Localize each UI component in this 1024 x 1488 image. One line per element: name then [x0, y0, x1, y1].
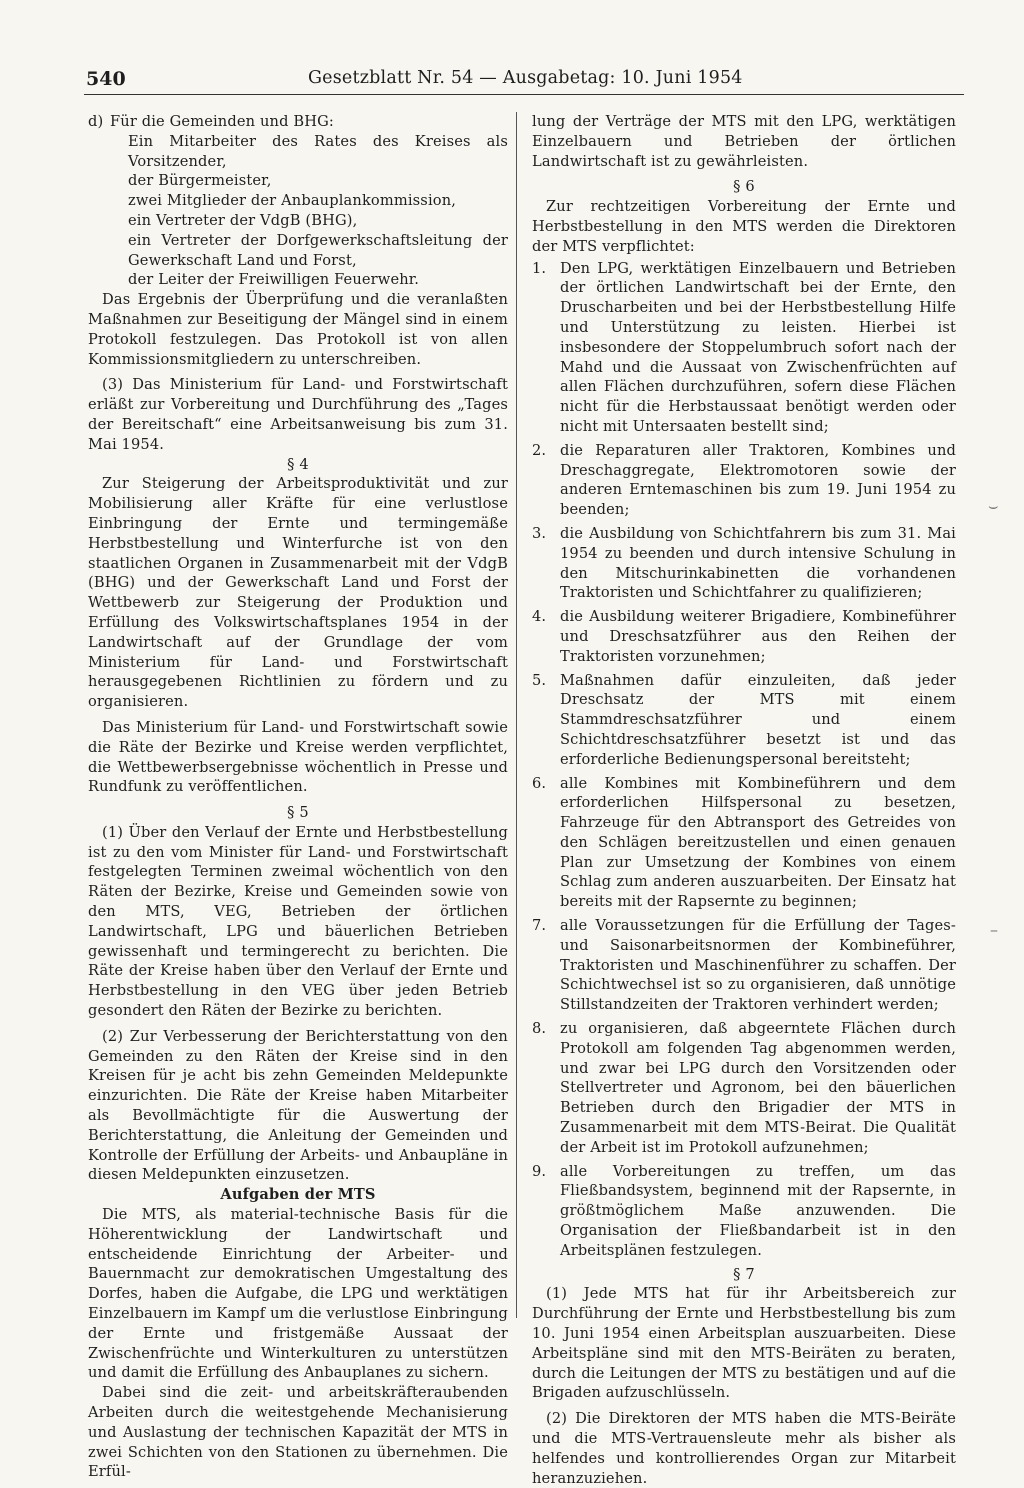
list-body-d	[110, 112, 508, 290]
margin-mark: ⌣	[988, 496, 999, 515]
list-item	[532, 774, 956, 913]
left-column	[88, 112, 508, 1482]
list-text: Maßnahmen dafür einzuleiten, daß jeder Dreschsatz der MTS mit einem Stammdreschsatzführer und einem Schichtdreschsatzführer besetzt ist und das erforderliche Bedienungspersonal bereitsteht;	[560, 671, 956, 768]
d-line: der Bürgermeister,	[128, 172, 272, 190]
paragraph: Das Ministerium für Land- und Forstwirtschaft sowie die Räte der Bezirke und Kreise werden verpflichtet, die Wettbewerbsergebnisse wöchentlich in Presse und Rundfunk zu veröffentlichen.	[88, 718, 508, 796]
list-text: alle Kombines mit Kombineführern und dem erforderlichen Hilfspersonal zu besetzen, Fahrzeuge für den Abtransport des Getreides von den Schlägen bereitzustellen und einen genauen Plan zur Umsetzung der Kombines von einem Schlag zum anderen auszuarbeiten. Der Einsatz hat bereits mit der Rapsernte zu beginnen;	[560, 774, 956, 911]
list-item	[532, 524, 956, 603]
paragraph: (2) Zur Verbesserung der Berichterstattung von den Gemeinden zu den Räten der Kreise sind in den Kreisen für je acht bis zehn Gemeinden Meldepunkte einzurichten. Die Räte der Kreise haben Mitarbeiter als Bevollmächtigte für die Auswertung der Berichterstattung, die Anleitung der Gemeinden und Kontrolle der Erfüllung der Arbeits- und Anbaupläne in diesen Meldepunkten einzusetzen.	[88, 1027, 508, 1184]
list-text: alle Voraussetzungen für die Erfüllung der Tages- und Saisonarbeitsnormen der Kombineführer, Traktoristen und Maschinenführer zu schaffen. Der Schichtwechsel ist so zu organisieren, daß unnötige Stillstandzeiten der Traktoren verhindert werden;	[560, 917, 956, 1014]
page-number: 540	[86, 68, 126, 90]
paragraph: (1) Jede MTS hat für ihr Arbeitsbereich zur Durchführung der Ernte und Herbstbestellung bis zum 10. Juni 1954 einen Arbeitsplan auszuarbeiten. Diese Arbeitspläne sind mit den MTS-Beiräten zu beraten, durch die Leitungen der MTS zu bestätigen und auf die Brigaden aufzuschlüsseln.	[532, 1285, 956, 1402]
paragraph: Dabei sind die zeit- und arbeitskräfteraubenden Arbeiten durch die weitestgehende Mechanisierung und Auslastung der technischen Kapazität der MTS in zwei Schichten von den Stationen zu übernehmen. Die Erfül-	[88, 1384, 508, 1481]
list-number: 1.	[532, 259, 547, 277]
paragraph: Das Ergebnis der Überprüfung und die veranlaßten Maßnahmen zur Beseitigung der Mängel sind in einem Protokoll festzulegen. Das Protokoll ist von allen Kommissionsmitgliedern zu unterschreiben.	[88, 291, 508, 368]
list-item	[532, 607, 956, 666]
list-label-d: d)	[88, 113, 104, 130]
list-number: 2.	[532, 441, 547, 459]
list-text: die Ausbildung von Schichtfahrern bis zum 31. Mai 1954 zu beenden und durch intensive Schulung in den Mitschurinkabinetten die vorhandenen Traktoristen und Schichtfahrer zu qualifizieren;	[560, 524, 956, 602]
d-line: ein Vertreter der Dorfgewerkschaftsleitung der Gewerkschaft Land und Forst,	[128, 231, 508, 269]
section-heading-4: § 4	[287, 455, 309, 473]
paragraph: (2) Die Direktoren der MTS haben die MTS-Beiräte und die MTS-Vertrauensleute mehr als bisher als helfendes und kontrollierendes Organ zur Mitarbeit heranzuziehen.	[532, 1410, 956, 1487]
list-item-d	[88, 112, 508, 290]
header-rule	[84, 94, 964, 95]
list-item	[532, 259, 956, 437]
list-item	[532, 671, 956, 770]
column-divider	[516, 112, 517, 1318]
section-heading-5: § 5	[287, 804, 309, 822]
d-line: ein Vertreter der VdgB (BHG),	[128, 211, 358, 229]
list-item	[532, 441, 956, 520]
list-number: 8.	[532, 1020, 547, 1038]
list-text: Den LPG, werktätigen Einzelbauern und Betrieben der örtlichen Landwirtschaft bei der Ernte, den Druscharbeiten und bei der Herbstbestellung Hilfe und Unterstützung zu leisten. Hierbei ist insbesondere der Stoppelumbruch sofort nach der Mahd und die Aussaat von Zwischenfrüchten auf allen Flächen durchzuführen, sofern diese Flächen nicht für die Herbstaussaat benötigt werden oder nicht mit Untersaaten bestellt sind;	[560, 259, 956, 435]
list-number: 9.	[532, 1162, 547, 1180]
subheading-aufgaben: Aufgaben der MTS	[220, 1186, 376, 1204]
section-heading-7: § 7	[733, 1265, 755, 1283]
list-number: 5.	[532, 671, 547, 689]
paragraph: Die MTS, als material-technische Basis für die Höherentwicklung der Landwirtschaft und entscheidende Einrichtung der Arbeiter- und Bauernmacht zur demokratischen Umgestaltung des Dorfes, haben die Aufgabe, die LPG und werktätigen Einzelbauern im Kampf um die verlustlose Einbringung der Ernte und fristgemäße Aussaat der Zwischenfrüchte und Winterkulturen zu unterstützen und damit die Erfüllung des Anbauplanes zu sichern.	[88, 1206, 508, 1382]
paragraph: (1) Über den Verlauf der Ernte und Herbstbestellung ist zu den vom Minister für Land- und Forstwirtschaft festgelegten Terminen zweimal wöchentlich von den Räten der Bezirke, Kreise und Gemeinden sowie von den MTS, VEG, Betrieben der örtlichen Landwirtschaft, LPG und bäuerlichen Betrieben gewissenhaft und termingerecht zu berichten. Die Räte der Kreise haben über den Verlauf der Ernte und Herbstbestellung in den VEG über jeden Betrieb gesondert den Räten der Bezirke zu berichten.	[88, 823, 508, 1020]
paragraph: (3) Das Ministerium für Land- und Forstwirtschaft erläßt zur Vorbereitung und Durchführung des „Tages der Bereitschaft“ eine Arbeitsanweisung bis zum 31. Mai 1954.	[88, 376, 508, 453]
list-text: alle Vorbereitungen zu treffen, um das Fließbandsystem, beginnend mit der Rapsernte, in größtmöglichem Maße anzuwenden. Die Organisation der Fließbandarbeit ist in den Arbeitsplänen festzulegen.	[560, 1162, 956, 1259]
right-column	[532, 112, 956, 1488]
numbered-list	[532, 259, 956, 1261]
margin-mark: –	[990, 920, 998, 939]
section-heading-6: § 6	[733, 178, 755, 196]
d-line: Ein Mitarbeiter des Rates des Kreises als Vorsitzender,	[128, 132, 508, 170]
list-number: 3.	[532, 524, 547, 542]
list-number: 4.	[532, 608, 547, 626]
list-item	[532, 916, 956, 1015]
d-line: der Leiter der Freiwilligen Feuerwehr.	[128, 271, 420, 289]
list-number: 6.	[532, 774, 547, 792]
d-line: zwei Mitglieder der Anbauplankommission,	[128, 192, 457, 210]
list-item	[532, 1019, 956, 1158]
list-item	[532, 1162, 956, 1261]
paragraph: Zur rechtzeitigen Vorbereitung der Ernte und Herbstbestellung in den MTS werden die Direktoren der MTS verpflichtet:	[532, 198, 956, 255]
page-header-title: Gesetzblatt Nr. 54 — Ausgabetag: 10. Juni 1954	[308, 68, 743, 88]
list-text: die Reparaturen aller Traktoren, Kombines und Dreschaggregate, Elektromotoren sowie der anderen Erntemaschinen bis zum 19. Juni 1954 zu beenden;	[560, 441, 956, 519]
paragraph: lung der Verträge der MTS mit den LPG, werktätigen Einzelbauern und Betrieben der örtlichen Landwirtschaft ist zu gewährleisten.	[532, 113, 956, 170]
list-number: 7.	[532, 917, 547, 935]
list-text: die Ausbildung weiterer Brigadiere, Kombineführer und Dreschsatzführer aus den Reihen der Traktoristen vorzunehmen;	[560, 608, 956, 665]
list-text: zu organisieren, daß abgeerntete Flächen durch Protokoll am folgenden Tag abgenommen werden, und zwar bei LPG durch den Vorsitzenden oder Stellvertreter und Agronom, bei den bäuerlichen Betrieben durch den Brigadier der MTS in Zusammenarbeit mit dem MTS-Beirat. Die Qualität der Arbeit ist im Protokoll aufzunehmen;	[560, 1020, 956, 1156]
paragraph: Zur Steigerung der Arbeitsproduktivität und zur Mobilisierung aller Kräfte für eine verlustlose Einbringung der Ernte und termingemäße Herbstbestellung und Winterfurche ist von den staatlichen Organen in Zusammenarbeit mit der VdgB (BHG) und der Gewerkschaft Land und Forst der Wettbewerb zur Steigerung der Produktion und Erfüllung des Volkswirtschaftsplanes 1954 in der Landwirtschaft auf der Grundlage der vom Ministerium für Land- und Forstwirtschaft herausgegebenen Richtlinien zu fördern und zu organisieren.	[88, 475, 508, 711]
d-line: Für die Gemeinden und BHG:	[110, 113, 334, 130]
